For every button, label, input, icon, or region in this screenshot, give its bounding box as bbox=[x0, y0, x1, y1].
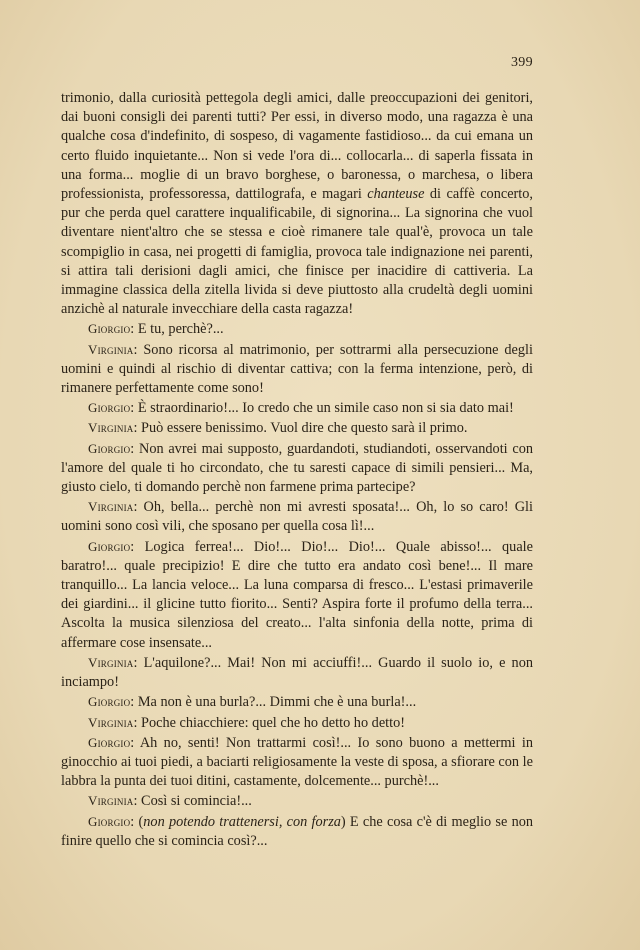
page-number: 399 bbox=[511, 55, 533, 70]
dialogue-line bbox=[61, 340, 533, 399]
speaker-name: Giorgio bbox=[88, 734, 131, 750]
speaker-name: Virginia bbox=[88, 341, 134, 357]
speaker-name: Giorgio bbox=[88, 321, 131, 337]
dialogue-line bbox=[61, 398, 533, 418]
text-run: : Così si comincia!... bbox=[133, 793, 252, 810]
speaker-name: Giorgio bbox=[88, 813, 131, 829]
italic-text: chanteuse bbox=[367, 186, 425, 203]
text-run: : ( bbox=[130, 813, 144, 830]
speaker-name: Giorgio bbox=[88, 440, 131, 456]
text-run: : Ma non è una burla?... Dimmi che è una burla!... bbox=[130, 694, 417, 711]
text-run: ) E che cosa c'è di meglio se non finire quello che si comincia così?... bbox=[61, 813, 534, 849]
dialogue-line bbox=[61, 733, 533, 792]
text-run: : Ah no, senti! Non trattarmi così!... Io sono buono a mettermi in ginocchio ai tuoi piedi, a baciarti religiosamente la veste di sposa, a sfiorare con le labbra la punta dei tuoi ditini, castamente, dolcemente... purchè!... bbox=[61, 734, 533, 790]
text-run: : L'aquilone?... Mai! Non mi acciuffi!... Guardo il suolo io, e non inciampo! bbox=[61, 654, 533, 691]
speaker-name: Giorgio bbox=[88, 538, 131, 554]
speaker-name: Virginia bbox=[88, 499, 134, 515]
dialogue-line bbox=[61, 319, 533, 339]
dialogue-line bbox=[61, 537, 533, 653]
dialogue-line bbox=[61, 791, 533, 811]
speaker-name: Virginia bbox=[88, 793, 134, 809]
text-run: : Poche chiacchiere: quel che ho detto ho detto! bbox=[133, 714, 406, 731]
dialogue-line bbox=[61, 653, 533, 692]
text-run: : E tu, perchè?... bbox=[130, 321, 224, 338]
dialogue-line bbox=[61, 439, 533, 498]
dialogue-line bbox=[61, 497, 533, 536]
dialogue-line bbox=[61, 692, 533, 712]
text-run: trimonio, dalla curiosità pettegola degli amici, dalle preoccupazioni dei genitori, dai buoni consigli dei parenti tutti? Per essi, in diverso modo, una ragazza è una qualche cosa d'indefinito, di sospeso, di vagamente fastidioso... da cui emana un certo fluido inquietante... Non si vede l'ora di... collocarla... di saperla fissata in una forma... moglie di un bravo borghese, o baronessa, o marchesa, o libera professionista, professoressa, dattilografa, e magari bbox=[61, 90, 533, 203]
text-run: : È straordinario!... Io credo che un simile caso non si sia dato mai! bbox=[130, 400, 514, 417]
dialogue-line bbox=[61, 812, 533, 851]
dialogue-line bbox=[61, 713, 533, 733]
text-run: : Può essere benissimo. Vuol dire che questo sarà il primo. bbox=[133, 420, 468, 437]
speaker-name: Virginia bbox=[88, 654, 134, 670]
text-run: : Sono ricorsa al matrimonio, per sottrarmi alla persecuzione degli uomini e quindi al rischio di diventar cattiva; con la ferma intenzione, però, di rimanere perfettamente come sono! bbox=[61, 341, 533, 397]
italic-text: non potendo trattenersi, con forza bbox=[143, 813, 341, 830]
text-run: di caffè concerto, pur che perda quel carattere inqualificabile, di signorina... La signorina che vuol diventare nient'altro che se stessa e cioè rimanere tale qual'è, provoca un tale scompiglio in casa, nei progetti di famiglia, provoca tale indignazione nei parenti, si attira tali derisioni dagli amici, che finisce per inacidire di cattiveria. La immagine classica della zitella livida si deve piuttosto alla crudeltà degli uomini anzichè al naturale invecchiare della casta ragazza! bbox=[61, 186, 533, 318]
speaker-name: Giorgio bbox=[88, 400, 131, 416]
text-run: : Non avrei mai supposto, guardandoti, studiandoti, osservandoti con l'amore del quale ti ho circondato, che tu saresti capace di simili pensieri... Ma, giusto cielo, ti domando perchè non farmene prima partecipe? bbox=[61, 440, 533, 496]
speaker-name: Virginia bbox=[88, 714, 134, 730]
text-run: : Logica ferrea!... Dio!... Dio!... Dio!... Quale abisso!... quale baratro!... quale precipizio! E dire che tutto era andato così bene!... Il mare tranquillo... La lancia veloce... La luna comparsa di fresco... L'estasi primaverile dei giardini... il glicine tutto fiorito... Senti? Aspira forte il profumo della terra... Ascolta la musica silenziosa del creato... l'alta sinfonia della notte, prima di affermare cose insensate... bbox=[61, 538, 533, 651]
body-text bbox=[61, 89, 533, 851]
dialogue-line bbox=[61, 418, 533, 438]
speaker-name: Virginia bbox=[88, 420, 134, 436]
narrative-paragraph bbox=[61, 89, 533, 319]
text-run: : Oh, bella... perchè non mi avresti sposata!... Oh, lo so caro! Gli uomini sono così vili, che sposano per quella cosa lì!... bbox=[61, 499, 533, 535]
speaker-name: Giorgio bbox=[88, 694, 131, 710]
